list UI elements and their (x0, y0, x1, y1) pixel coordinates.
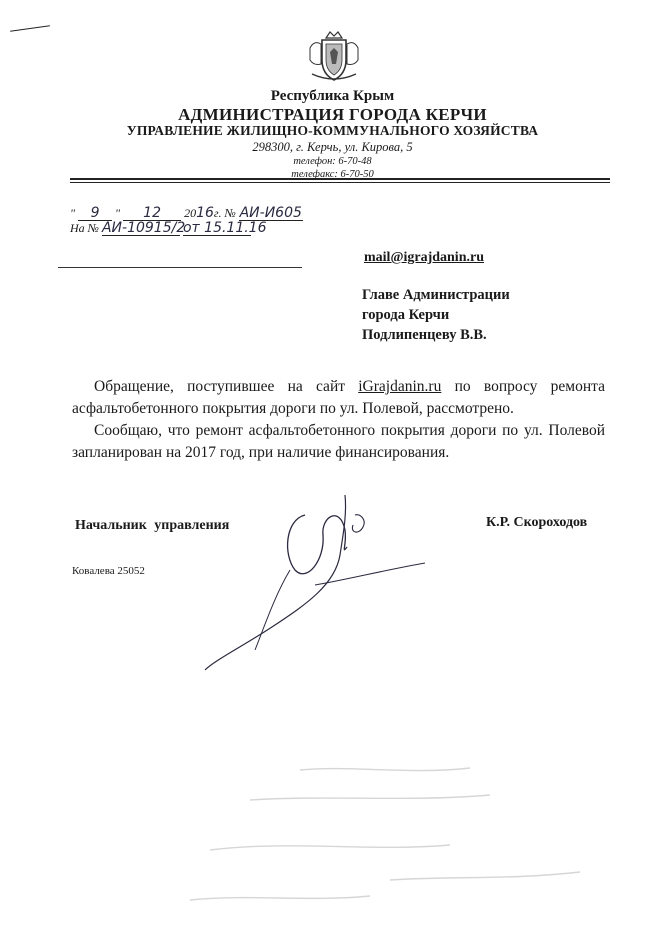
blank-line (58, 267, 302, 268)
header-rule-thin (70, 182, 610, 183)
addressee-line-2: города Керчи (362, 307, 450, 323)
year-prefix: 20 (184, 206, 197, 220)
p1-text-before: Обращение, поступившее на сайт (94, 378, 359, 395)
quote-close: " (115, 206, 121, 220)
ref-label: На № (70, 221, 99, 235)
recipient-email: mail@igrajdanin.ru (364, 250, 484, 265)
signatory-title: Начальник управления (75, 518, 230, 533)
corner-mark (10, 25, 50, 32)
republic-name: Республика Крым (270, 88, 395, 104)
signatory-name: К.Р. Скороходов (486, 515, 588, 530)
bleed-through-shadow (150, 740, 620, 920)
body-paragraph-2: Сообщаю, что ремонт асфальтобетонного покрытия дороги по ул. Полевой запланирован на 2017 год, при наличие финансирования. (72, 422, 605, 461)
executor-note: Ковалева 25052 (72, 565, 145, 577)
administration-name: АДМИНИСТРАЦИЯ ГОРОДА КЕРЧИ (178, 105, 487, 124)
outgoing-month: 12 (123, 206, 181, 221)
reference-number (70, 220, 267, 236)
header-rule-thick (70, 178, 610, 180)
fax: телефакс: 6-70-50 (291, 169, 374, 180)
ref-number: АИ-10915/2 (101, 220, 186, 236)
addressee-block (362, 285, 510, 345)
address: 298300, г. Керчь, ул. Кирова, 5 (252, 140, 413, 154)
addressee-line-3: Подлипенцеву В.В. (362, 327, 487, 343)
outgoing-date-number (70, 205, 303, 221)
city-crest-icon (306, 30, 362, 84)
p1-text-after: по вопросу ремонта асфальтобетонного покрытия дороги по ул. Полевой, рассмотрено. (72, 378, 605, 417)
handwritten-signature-icon (195, 475, 435, 675)
outgoing-day: 9 (78, 206, 112, 221)
ref-date: от 15.11.16 (182, 220, 267, 236)
phone: телефон: 6-70-48 (293, 156, 372, 167)
body-paragraph-1 (72, 376, 605, 420)
site-link: iGrajdanin.ru (358, 378, 442, 395)
addressee-line-1: Главе Администрации (362, 287, 510, 303)
year-label: г. № (213, 206, 236, 220)
outgoing-number: АИ-И605 (239, 205, 302, 221)
quote-open: " (70, 206, 76, 220)
department-name: УПРАВЛЕНИЕ ЖИЛИЩНО-КОММУНАЛЬНОГО ХОЗЯЙСТВА (126, 123, 539, 138)
year-suffix: 16 (196, 205, 214, 221)
